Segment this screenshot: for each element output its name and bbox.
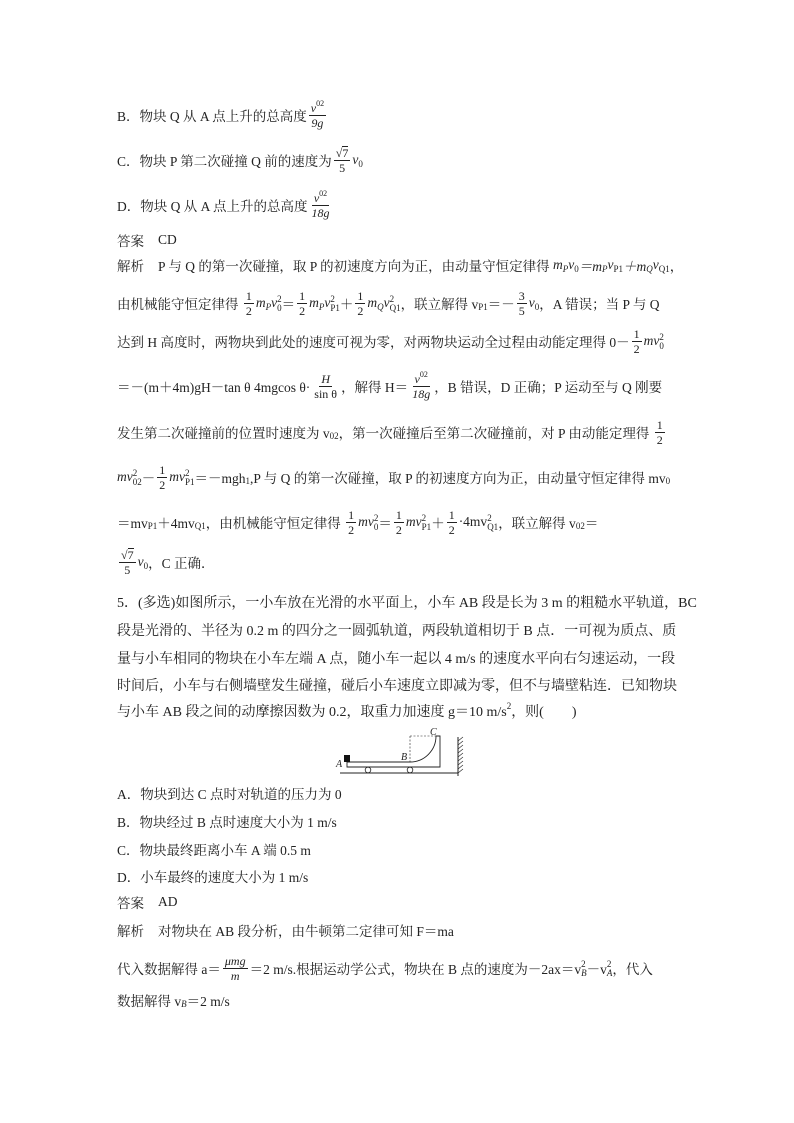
math-var: v (528, 295, 535, 310)
subscript: 02 (575, 521, 585, 531)
cart-body (347, 736, 440, 767)
text-run: ＝ (281, 297, 296, 312)
text-run: － (141, 471, 156, 486)
fraction-numerator: 1 (448, 507, 455, 522)
fraction-denominator: 5 (339, 160, 346, 175)
fraction-denominator: 2 (656, 432, 663, 447)
subscript: P (602, 264, 608, 274)
text-run: ，A 错误；当 P 与 Q (539, 297, 660, 312)
fraction-denominator: 2 (395, 522, 402, 537)
fraction-denominator: 2 (448, 522, 455, 537)
text-run: ，第一次碰撞后至第二次碰撞前，对 P 由动能定理得 (338, 426, 653, 441)
text-run: ＋ (431, 516, 445, 531)
fraction-numerator: 1 (395, 507, 402, 522)
subscript: P1 (613, 264, 624, 274)
script-stack (390, 295, 401, 313)
q4-analysis-line-5 (117, 412, 667, 452)
q4-analysis-line-1 (117, 245, 683, 285)
text-run: －v (586, 962, 607, 977)
q4-analysis-line-7 (117, 502, 598, 542)
math-var: mv (169, 469, 185, 484)
fraction-denominator: 2 (159, 477, 166, 492)
fraction (119, 548, 136, 577)
superscript: 2 (389, 294, 395, 304)
superscript: 2 (185, 468, 190, 478)
q5-analysis-line-1 (117, 910, 454, 950)
fraction-denominator: sin θ (314, 386, 338, 401)
option-text: D．物块 Q 从 A 点上升的总高度 (117, 199, 308, 214)
text-run: ，则( ) (511, 705, 577, 720)
subscript: P1 (147, 521, 158, 531)
text-run: 由机械能守恒定律得 (117, 297, 242, 312)
subscript: 0 (534, 302, 540, 312)
fraction (244, 289, 254, 318)
math-var: ＋m (623, 259, 647, 274)
subscript: 0 (143, 561, 149, 571)
fraction-numerator: 1 (633, 326, 640, 341)
superscript: 2 (373, 513, 379, 523)
fraction (355, 289, 365, 318)
script-stack (374, 514, 379, 532)
fraction-numerator: 3 (518, 288, 525, 303)
math-var: v (352, 152, 359, 167)
math-var: v (383, 295, 390, 310)
subscript: Q (377, 302, 384, 312)
text-run: ＝mv (117, 516, 148, 531)
superscript: 2 (132, 468, 138, 478)
q5-stem-line-5 (117, 691, 577, 731)
text-run: ，B 错误，D 正确；P 运动至与 Q 刚要 (434, 380, 663, 395)
fraction (517, 289, 527, 318)
text-run: 与小车 AB 段之间的动摩擦因数为 0.2，取重力加速度 g＝10 m/s (117, 705, 507, 720)
fraction-denominator: 5 (124, 562, 131, 577)
subscript: 0 (659, 341, 664, 351)
wheel-right (407, 767, 413, 773)
math-var: v (313, 190, 320, 205)
text-run: 量与小车相同的物块在小车左端 A 点，随小车一起以 4 m/s 的速度水平向右匀速运动，一段 (117, 652, 676, 667)
fraction-denominator: 5 (518, 303, 525, 318)
q4-option-d (117, 185, 334, 225)
text-run: ，C 正确． (148, 556, 215, 571)
label-a: A (336, 759, 343, 770)
superscript: 2 (277, 294, 282, 304)
q4-analysis-line-6 (117, 457, 670, 497)
text-run: ＋ (339, 297, 354, 312)
superscript: 2 (506, 701, 512, 711)
text-run: ,P 与 Q 的第一次碰撞，取 P 的初速度方向为正，由动量守恒定律得 mv (250, 471, 666, 486)
math-var: mv (117, 469, 133, 484)
math-var: mv (358, 514, 374, 529)
fraction (312, 372, 339, 401)
q4-option-c (117, 140, 363, 180)
text-run: 达到 H 高度时，两物块到此处的速度可视为零，对两物块运动全过程由动能定理得 0－ (117, 335, 630, 350)
math-var: v (652, 257, 659, 272)
fraction (309, 98, 326, 130)
subscript: 0 (574, 264, 579, 274)
text-run: 5．(多选)如图所示，一小车放在光滑的水平面上，小车 AB 段是长为 3 m 的粗糙水平轨道，BC (117, 596, 697, 611)
subscript: Q (646, 264, 653, 274)
math-var: v (568, 257, 575, 272)
q4-analysis-line-3 (117, 321, 664, 361)
script-stack (133, 469, 142, 487)
subscript: B (581, 968, 587, 978)
answer-value: CD (158, 232, 177, 247)
fraction-denominator: 18g (311, 205, 330, 220)
fraction (346, 508, 356, 537)
superscript: 02 (319, 188, 328, 198)
fraction-numerator: 1 (348, 507, 355, 522)
fraction-denominator: m (230, 968, 240, 983)
answer-value: AD (158, 894, 178, 909)
math-var: mv (405, 514, 422, 529)
label-c: C (430, 727, 437, 738)
script-stack (487, 514, 498, 532)
superscript: 02 (316, 98, 325, 108)
subscript: Q1 (658, 264, 670, 274)
option-text: C．物块最终距离小车 A 端 0.5 m (117, 843, 311, 858)
fraction-numerator: μmg (224, 953, 246, 968)
sqrt-sign: √ (121, 547, 128, 562)
text-run: ， (669, 259, 684, 274)
math-var: m (553, 257, 563, 272)
sqrt-sign: √ (335, 145, 343, 160)
fraction-numerator (119, 548, 136, 563)
fraction-denominator: 2 (633, 341, 640, 356)
fraction-numerator: 1 (159, 462, 166, 477)
q4-option-b (117, 95, 328, 135)
math-var: ＝m (578, 259, 603, 274)
text-run: 段是光滑的、半径为 0.2 m 的四分之一圆弧轨道，两段轨道相切于 B 点．一可视为质点、质 (117, 624, 677, 639)
superscript: 2 (659, 332, 664, 342)
script-stack (581, 960, 587, 978)
text-run: ·4mv (458, 514, 488, 529)
script-stack (277, 295, 282, 313)
script-stack (422, 514, 432, 532)
q4-analysis-line-8 (117, 542, 214, 582)
fraction (394, 508, 404, 537)
subscript: 0 (665, 476, 671, 486)
option-text: D．小车最终的速度大小为 1 m/s (117, 870, 309, 885)
superscript: 2 (487, 513, 492, 523)
fraction-numerator (413, 369, 430, 387)
option-text: A．物块到达 C 点时对轨道的压力为 0 (117, 787, 342, 802)
fraction-denominator: 2 (245, 303, 252, 318)
subscript: A (606, 968, 613, 978)
analysis-label: 解析 (117, 259, 144, 274)
wall-hatching (458, 737, 463, 773)
subscript: P1 (421, 522, 432, 532)
cart-track-figure (330, 726, 466, 780)
fraction-denominator: 2 (299, 303, 306, 318)
fraction (310, 188, 332, 220)
fraction (447, 508, 457, 537)
script-stack (185, 469, 195, 487)
label-b: B (401, 752, 408, 763)
fraction-numerator (334, 146, 351, 161)
answer-label: 答案 (117, 896, 144, 911)
subscript: 02 (132, 477, 142, 487)
fraction-numerator (309, 98, 326, 116)
fraction-numerator: 1 (245, 288, 252, 303)
fraction (157, 463, 167, 492)
math-var: v (137, 554, 144, 569)
q4-analysis-line-4 (117, 366, 662, 406)
text-run: ＝2 m/s (186, 994, 230, 1009)
text-run: ＝－ (487, 297, 515, 312)
superscript: 02 (419, 369, 428, 379)
fraction-denominator: 9g (311, 115, 324, 130)
text-run: P 与 Q 的第一次碰撞，取 P 的初速度方向为正，由动量守恒定律得 (158, 259, 554, 274)
fraction (223, 954, 248, 983)
math-var: v (271, 295, 278, 310)
subscript: 0 (277, 303, 282, 313)
subscript: 02 (329, 431, 339, 441)
text-run: ，联立解得 v (400, 297, 479, 312)
option-text: B．物块经过 B 点时速度大小为 1 m/s (117, 815, 337, 830)
text-run: 时间后，小车与右侧墙壁发生碰撞，碰后小车速度立即减为零，但不与墙壁粘连．已知物块 (117, 679, 677, 694)
text-run: ＋4mv (157, 516, 195, 531)
subscript: P1 (330, 303, 340, 313)
subscript: 1 (245, 476, 251, 486)
math-var: mv (643, 333, 660, 348)
subscript: P1 (185, 477, 195, 487)
math-var: v (414, 371, 420, 386)
option-text: B．物块 Q 从 A 点上升的总高度 (117, 109, 307, 124)
subscript: P1 (478, 302, 488, 312)
fraction-numerator: 1 (357, 288, 364, 303)
text-run: ，代入 (612, 962, 653, 977)
fraction-denominator: 2 (357, 303, 364, 318)
subscript: Q1 (487, 522, 499, 532)
script-stack (330, 295, 340, 313)
math-var: m (255, 295, 266, 310)
fraction (297, 289, 307, 318)
subscript: P (318, 302, 325, 312)
text-run: ，由机械能守恒定律得 (205, 516, 345, 531)
text-run: ，解得 H＝ (341, 380, 409, 395)
subscript: B (181, 999, 187, 1009)
math-var: m (367, 295, 378, 310)
fraction-numerator (312, 188, 329, 206)
subscript: Q1 (194, 521, 206, 531)
fraction-numerator: H (321, 371, 331, 386)
script-stack (659, 333, 664, 351)
text-run: ＝2 m/s.根据运动学公式，物块在 B 点的速度为－2ax＝v (249, 962, 582, 977)
fraction-numerator: 1 (299, 288, 306, 303)
answer-label: 答案 (117, 234, 144, 249)
superscript: 2 (606, 959, 612, 969)
text-run: ，联立解得 v (498, 516, 576, 531)
subscript: 0 (373, 522, 379, 532)
superscript: 2 (330, 294, 335, 304)
math-var: v (324, 295, 331, 310)
subscript: P (265, 302, 272, 312)
subscript: Q1 (389, 303, 401, 313)
block (344, 755, 350, 762)
text-run: 发生第二次碰撞前的位置时速度为 v (117, 426, 330, 441)
radicand: 7 (127, 548, 134, 562)
text-run: 数据解得 v (117, 994, 182, 1009)
q4-analysis-line-2 (117, 283, 660, 323)
fraction (410, 369, 432, 401)
fraction-denominator: 2 (348, 522, 355, 537)
subscript: 0 (358, 159, 363, 169)
math-var: m (309, 295, 319, 310)
text-run: ＝ (378, 516, 392, 531)
superscript: 2 (421, 513, 427, 523)
text-run: 对物块在 AB 段分析，由牛顿第二定律可知 F＝ma (158, 924, 454, 939)
script-stack (607, 960, 613, 978)
radicand: 7 (342, 146, 349, 160)
text-run: ＝ (584, 516, 599, 531)
math-var: v (607, 257, 614, 272)
fraction-denominator: 18g (412, 386, 431, 401)
option-text: C．物块 P 第二次碰撞 Q 前的速度为 (117, 154, 332, 169)
math-var: v (310, 100, 317, 115)
superscript: 2 (581, 959, 586, 969)
fraction-numerator: 1 (656, 417, 663, 432)
fraction (655, 418, 665, 447)
subscript: P (562, 264, 569, 274)
q5-analysis-line-3 (117, 980, 230, 1020)
fraction (334, 146, 351, 175)
analysis-label: 解析 (117, 924, 144, 939)
wheel-left (365, 767, 371, 773)
text-run: ＝－(m＋4m)gH－tan θ 4mgcos θ· (117, 380, 311, 395)
fraction (632, 327, 642, 356)
text-run: ＝－mgh (194, 471, 246, 486)
text-run: 代入数据解得 a＝ (117, 962, 221, 977)
